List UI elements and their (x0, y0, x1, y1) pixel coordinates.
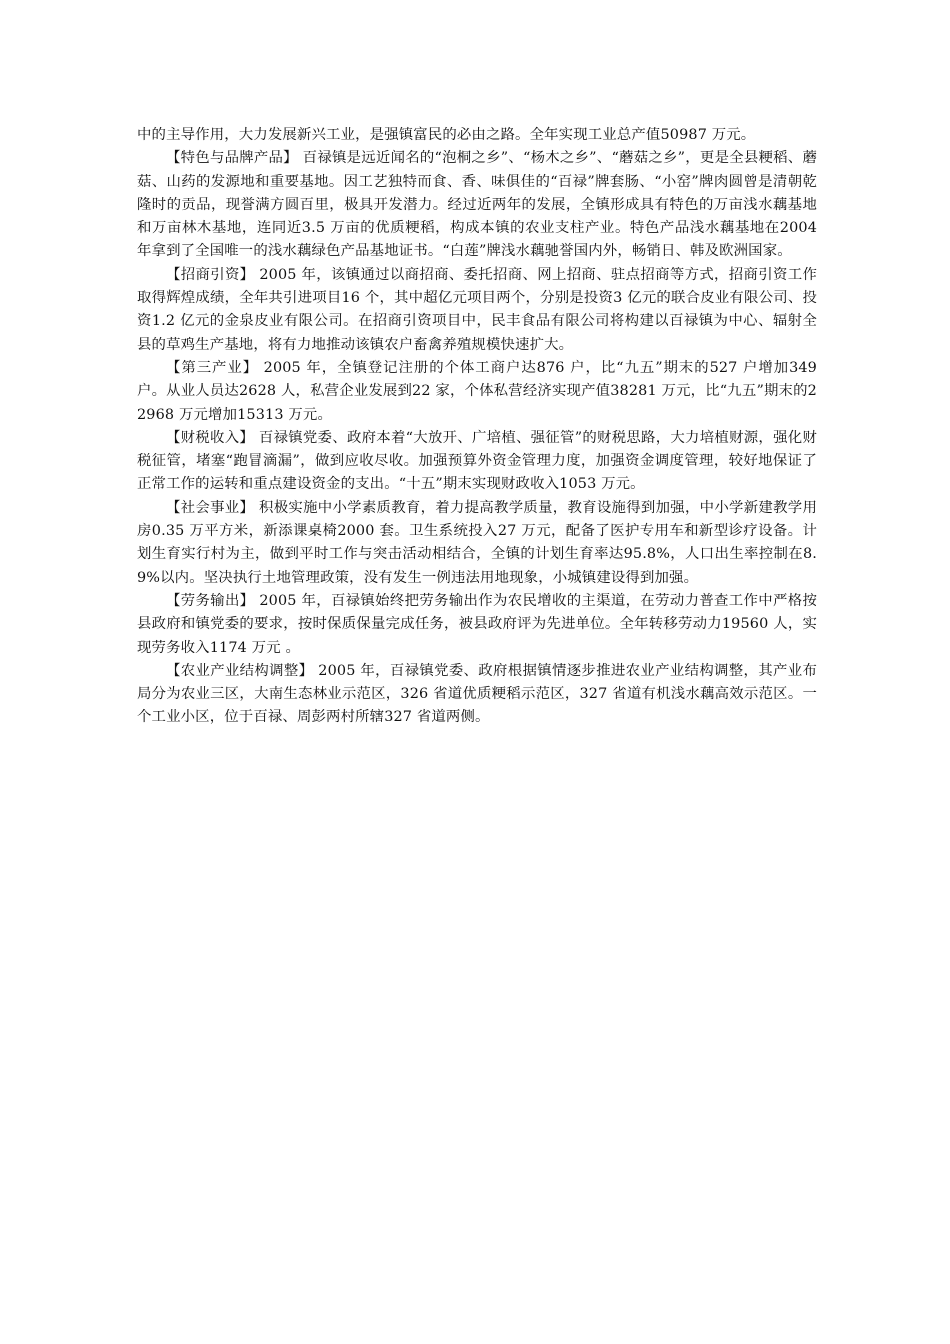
paragraph-text: 百禄镇党委、政府本着“大放开、广培植、强征管”的财税思路，大力培植财源，强化财税征管，堵塞“跑冒滴漏”，做到应收尽收。加强预算外资金管理力度，加强资金调度管理，较好地保证了正常工作的运转和重点建设资金的支出。“十五”期末实现财政收入1053 万元。 (137, 429, 817, 493)
section-heading: 【农业产业结构调整】 (166, 662, 314, 679)
section-heading: 【社会事业】 (166, 499, 255, 516)
section-heading: 【第三产业】 (166, 359, 259, 376)
paragraph-social-affairs (137, 497, 817, 590)
section-heading: 【劳务输出】 (166, 592, 255, 609)
document-page (137, 124, 817, 730)
paragraph-agricultural-restructuring (137, 660, 817, 730)
paragraph-text: 中的主导作用，大力发展新兴工业，是强镇富民的必由之路。全年实现工业总产值50987 万元。 (137, 127, 756, 143)
section-heading: 【财税收入】 (166, 429, 255, 446)
paragraph-industry-continuation (137, 124, 817, 147)
section-heading: 【特色与品牌产品】 (166, 150, 298, 167)
paragraph-text: 百禄镇是远近闻名的“泡桐之乡”、“杨木之乡”、“蘑菇之乡”，更是全县粳稻、蘑菇、山药的发源地和重要基地。因工艺独特而食、香、味俱佳的“百禄”牌套肠、“小窑”牌肉圆曾是清朝乾隆时的贡品，现誉满方圆百里，极具开发潜力。经过近两年的发展，全镇形成具有特色的万亩浅水藕基地和万亩林木基地，连同近3.5 万亩的优质粳稻，构成本镇的农业支柱产业。特色产品浅水藕基地在2004 年拿到了全国唯一的浅水藕绿色产品基地证书。“白莲”牌浅水藕驰誉国内外，畅销日、韩及欧洲国家。 (137, 150, 817, 260)
paragraph-fiscal-revenue (137, 427, 817, 497)
paragraph-tertiary-industry (137, 357, 817, 427)
paragraph-text: 2005 年，百禄镇始终把劳务输出作为农民增收的主渠道，在劳动力普查工作中严格按县政府和镇党委的要求，按时保质保量完成任务，被县政府评为先进单位。全年转移劳动力19560 人，实现劳务收入1174 万元 。 (137, 592, 817, 656)
paragraph-labor-export (137, 590, 817, 660)
paragraph-investment (137, 264, 817, 357)
paragraph-text: 积极实施中小学素质教育，着力提高教学质量，教育设施得到加强，中小学新建教学用房0.35 万平方米，新添课桌椅2000 套。卫生系统投入27 万元，配备了医护专用车和新型诊疗设备。计划生育实行村为主，做到平时工作与突击活动相结合，全镇的计划生育率达95.8%，人口出生率控制在8.9%以内。坚决执行土地管理政策，没有发生一例违法用地现象，小城镇建设得到加强。 (137, 499, 817, 586)
paragraph-featured-products (137, 147, 817, 263)
paragraph-text: 2005 年，百禄镇党委、政府根据镇情逐步推进农业产业结构调整，其产业布局分为农业三区，大南生态林业示范区，326 省道优质粳稻示范区，327 省道有机浅水藕高效示范区。一个工业小区，位于百禄、周彭两村所辖327 省道两侧。 (137, 662, 817, 726)
paragraph-text: 2005 年，全镇登记注册的个体工商户达876 户，比“九五”期末的527 户增加349 户。从业人员达2628 人，私营企业发展到22 家，个体私营经济实现产值38281 万元，比“九五”期末的22968 万元增加15313 万元。 (137, 359, 817, 423)
paragraph-text: 2005 年，该镇通过以商招商、委托招商、网上招商、驻点招商等方式，招商引资工作取得辉煌成绩，全年共引进项目16 个，其中超亿元项目两个，分别是投资3 亿元的联合皮业有限公司、投资1.2 亿元的金泉皮业有限公司。在招商引资项目中，民丰食品有限公司将构建以百禄镇为中心、辐射全县的草鸡生产基地，将有力地推动该镇农户畜禽养殖规模快速扩大。 (137, 266, 817, 353)
section-heading: 【招商引资】 (166, 266, 255, 283)
